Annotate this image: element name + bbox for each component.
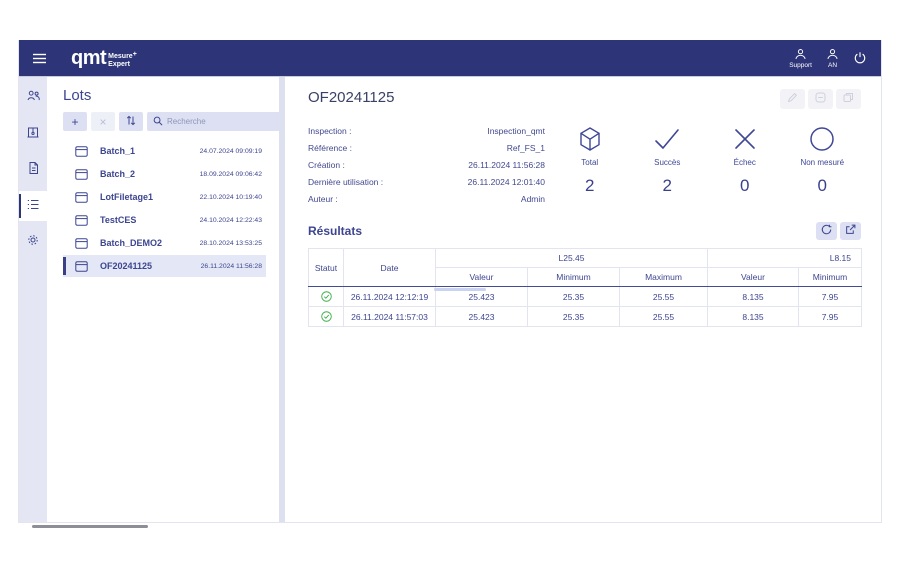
user-person-icon [826, 48, 839, 61]
remove-lot-button[interactable] [808, 89, 833, 109]
lots-panel-title: Lots [63, 87, 92, 104]
lot-list-item[interactable]: Batch_1 24.07.2024 09:09:19 [63, 140, 266, 162]
column-header-valeur[interactable]: Valeur [436, 268, 528, 287]
hamburger-menu-button[interactable] [19, 40, 59, 76]
column-header-date[interactable]: Date [344, 249, 436, 287]
export-icon [845, 222, 856, 240]
support-person-icon [794, 48, 807, 61]
sort-icon [126, 115, 136, 129]
lot-list-item[interactable]: TestCES 24.10.2024 12:22:43 [63, 209, 266, 231]
lot-tray-icon [75, 146, 88, 157]
lots-toolbar [63, 112, 266, 131]
stats-row [551, 123, 861, 208]
cross-icon [733, 123, 757, 155]
lot-tray-icon [75, 215, 88, 226]
stat-total: Total 2 [551, 123, 629, 208]
add-lot-button[interactable]: + [63, 112, 87, 131]
result-row[interactable]: 26.11.2024 12:12:19 25.423 25.35 25.55 8.135 7.95 [309, 287, 862, 307]
column-header-minimum[interactable]: Minimum [799, 268, 862, 287]
duplicate-lot-button[interactable] [836, 89, 861, 109]
gear-icon [27, 233, 39, 251]
refresh-icon [821, 222, 832, 240]
power-icon [853, 51, 867, 65]
page-horizontal-scrollbar[interactable] [32, 525, 148, 528]
sidebar-item-people[interactable] [19, 83, 47, 113]
brand-subtext: Mesure+ Expert [108, 51, 137, 68]
lots-search-input[interactable] [167, 117, 277, 126]
info-field: Inspection : Inspection_qmt [308, 126, 545, 136]
column-header-maximum[interactable]: Maximum [620, 268, 708, 287]
people-icon [27, 89, 40, 107]
lot-list-item[interactable]: Batch_2 18.09.2024 09:06:42 [63, 163, 266, 185]
refresh-button[interactable] [816, 222, 837, 240]
results-title: Résultats [308, 224, 363, 238]
content-area [19, 76, 881, 522]
detail-actions [780, 89, 861, 109]
result-row[interactable]: 26.11.2024 11:57:03 25.423 25.35 25.55 8.135 7.95 [309, 307, 862, 327]
lot-tray-icon [75, 169, 88, 180]
info-stats-row [308, 123, 861, 208]
lot-list [63, 140, 266, 278]
delete-lot-button[interactable]: × [91, 112, 115, 131]
export-button[interactable] [840, 222, 861, 240]
check-icon [652, 123, 682, 155]
user-account-button[interactable]: AN [826, 48, 839, 69]
document-icon [28, 161, 39, 179]
search-icon [153, 113, 163, 131]
duplicate-icon [843, 90, 854, 108]
circle-icon [809, 123, 835, 155]
sort-lots-button[interactable] [119, 112, 143, 131]
table-horizontal-scrollbar[interactable] [434, 288, 486, 291]
status-success-icon [309, 307, 344, 327]
lots-search-box [147, 112, 295, 131]
group-header-l25[interactable]: L25.45 [436, 249, 708, 268]
results-table [308, 248, 862, 327]
edit-lot-button[interactable] [780, 89, 805, 109]
header-actions [789, 48, 881, 69]
brand-text: qmt [71, 47, 107, 69]
results-table-wrap [308, 248, 861, 327]
lot-tray-icon [75, 192, 88, 203]
power-button[interactable] [853, 51, 867, 65]
info-field: Création : 26.11.2024 11:56:28 [308, 160, 545, 170]
info-field: Référence : Ref_FS_1 [308, 143, 545, 153]
list-icon [27, 197, 39, 215]
lot-list-item[interactable]: LotFiletage1 22.10.2024 10:19:40 [63, 186, 266, 208]
machine-icon [27, 125, 39, 143]
info-field: Dernière utilisation : 26.11.2024 12:01:40 [308, 177, 545, 187]
lots-panel [47, 77, 279, 522]
lot-tray-icon [75, 261, 88, 272]
group-header-l8[interactable]: L8.15 [708, 249, 862, 268]
status-success-icon [309, 287, 344, 307]
app-logo [71, 48, 137, 68]
column-header-statut[interactable]: Statut [309, 249, 344, 287]
pencil-icon [787, 90, 798, 108]
info-field: Auteur : Admin [308, 194, 545, 204]
lot-list-item-selected[interactable]: OF20241125 26.11.2024 11:56:28 [63, 255, 266, 277]
results-actions [816, 222, 861, 240]
nav-rail [19, 77, 47, 522]
page-title: OF20241125 [308, 89, 395, 106]
sidebar-item-settings[interactable] [19, 227, 47, 257]
sidebar-item-lots[interactable] [19, 191, 47, 221]
cube-icon [576, 123, 604, 155]
stat-not-measured: Non mesuré 0 [784, 123, 862, 208]
sidebar-item-machines[interactable] [19, 119, 47, 149]
sidebar-item-inspections[interactable] [19, 155, 47, 185]
detail-header [308, 89, 861, 109]
stat-failure: Échec 0 [706, 123, 784, 208]
lot-list-item[interactable]: Batch_DEMO2 28.10.2024 13:53:25 [63, 232, 266, 254]
minus-circle-icon [815, 90, 826, 108]
detail-panel [285, 77, 881, 522]
app-window [18, 40, 882, 523]
results-header [308, 222, 861, 240]
hamburger-icon [33, 53, 46, 64]
app-header [19, 40, 881, 76]
column-header-minimum[interactable]: Minimum [528, 268, 620, 287]
stat-success: Succès 2 [629, 123, 707, 208]
support-button[interactable]: Support [789, 48, 812, 69]
column-header-valeur[interactable]: Valeur [708, 268, 799, 287]
lot-info-fields [308, 123, 545, 208]
lot-tray-icon [75, 238, 88, 249]
